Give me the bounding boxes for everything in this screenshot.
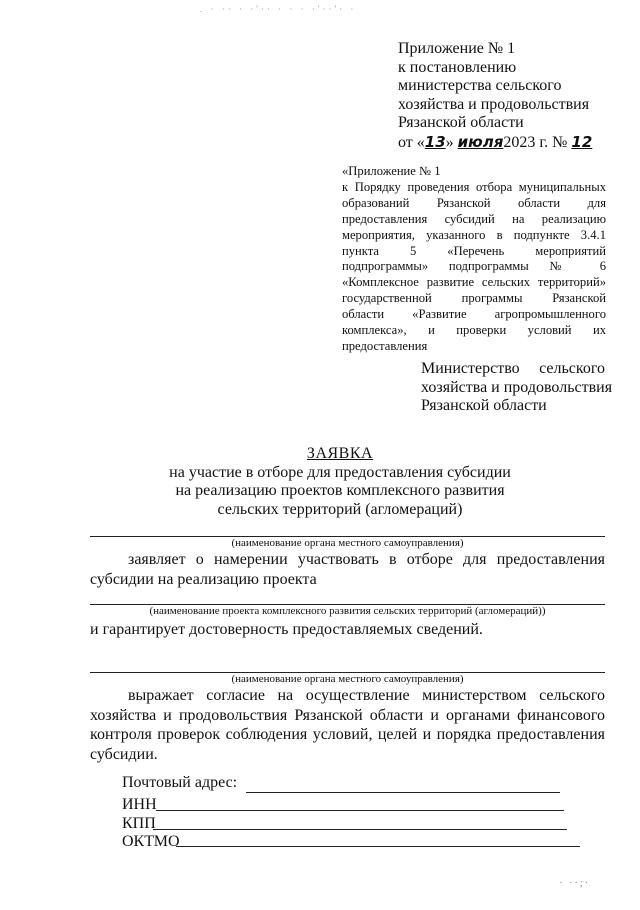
paragraph-consent: [90, 686, 605, 764]
paragraph-line: субсидии на реализацию проекта: [90, 570, 317, 588]
addressee-line: хозяйства и продовольствия: [421, 378, 613, 396]
procedure-line: области «Развитие агропромышленного: [342, 307, 606, 322]
title-subline: сельских территорий (агломераций): [217, 500, 463, 518]
procedure-line: пункта 5 «Перечень мероприятий: [342, 243, 606, 258]
procedure-line: к Порядку проведения отбора муниципальных: [342, 179, 606, 194]
procedure-line: предоставления субсидий на реализацию: [342, 211, 606, 226]
appendix-header: [398, 40, 618, 153]
procedure-line: предоставления: [342, 338, 428, 353]
scan-noise: · ··;·: [559, 878, 590, 889]
inn-label: ИНН: [122, 796, 157, 813]
paragraph-line: выражает согласие на осуществление министерством сельского: [128, 687, 605, 704]
procedure-line: подпрограммы» подпрограммы № 6: [342, 259, 606, 274]
procedure-line: «Приложение № 1: [342, 164, 441, 178]
appendix-header-line: хозяйства и продовольствия: [398, 95, 590, 113]
decree-date-line: [398, 133, 618, 153]
paragraph-line: и гарантирует достоверность предоставляемых сведений.: [90, 621, 483, 638]
scan-noise: . · ·· · ·'·· · · · ·'··'· ·: [200, 4, 357, 14]
procedure-appendix-header: [342, 164, 606, 355]
appendix-header-line: министерства сельского: [398, 77, 562, 95]
procedure-line: «Комплексное развитие сельских территорий»: [342, 275, 606, 290]
appendix-header-line: Приложение № 1: [398, 40, 516, 57]
addressee-line: Министерство сельского: [421, 360, 605, 377]
paragraph-line: хозяйства и продовольствия Рязанской области и органами финансового: [90, 706, 605, 724]
field-caption: (наименование органа местного самоуправления): [231, 537, 464, 549]
addressee-line: Рязанской области: [421, 397, 547, 414]
document-title: ЗАЯВКА: [306, 445, 374, 462]
handwritten-day: 13: [424, 132, 446, 151]
procedure-line: образований Рязанской области для: [342, 195, 606, 210]
addressee-block: [421, 360, 613, 416]
procedure-line: комплекса», и проверки условий их: [342, 323, 606, 338]
paragraph-guarantee: [90, 620, 605, 640]
date-mid: »: [445, 133, 458, 151]
date-prefix: от «: [398, 133, 425, 151]
paragraph-line: заявляет о намерении участвовать в отборе для предоставления: [128, 551, 605, 568]
appendix-header-line: Рязанской области: [398, 114, 524, 132]
title-subline: на участие в отборе для предоставления субсидии: [169, 463, 511, 481]
paragraph-intent: [90, 550, 605, 589]
paragraph-line: контроля проверок соблюдения условий, целей и порядка предоставления: [90, 726, 605, 743]
paragraph-line: субсидии.: [90, 745, 158, 763]
title-subline: на реализацию проектов комплексного развития: [175, 482, 505, 499]
appendix-header-line: к постановлению: [398, 58, 517, 76]
handwritten-month: июля: [457, 132, 504, 151]
field-caption: (наименование органа местного самоуправления): [231, 673, 464, 685]
oktmo-label: ОКТМО: [122, 833, 180, 850]
procedure-line: мероприятия, указанного в подпункте 3.4.1: [342, 227, 606, 242]
document-title-block: [130, 445, 550, 519]
procedure-line: государственной программы Рязанской: [342, 291, 606, 306]
postal-address-label: Почтовый адрес:: [122, 774, 238, 791]
oktmo-line[interactable]: [176, 846, 580, 847]
kpp-line[interactable]: [153, 829, 567, 830]
inn-line[interactable]: [156, 810, 564, 811]
handwritten-number: 12: [571, 132, 593, 151]
date-year: 2023 г. №: [503, 133, 572, 151]
kpp-label: КПП: [122, 815, 156, 832]
postal-address-line[interactable]: [246, 792, 560, 793]
field-caption: (наименование проекта комплексного развития сельских территорий (агломераций)): [149, 605, 546, 617]
